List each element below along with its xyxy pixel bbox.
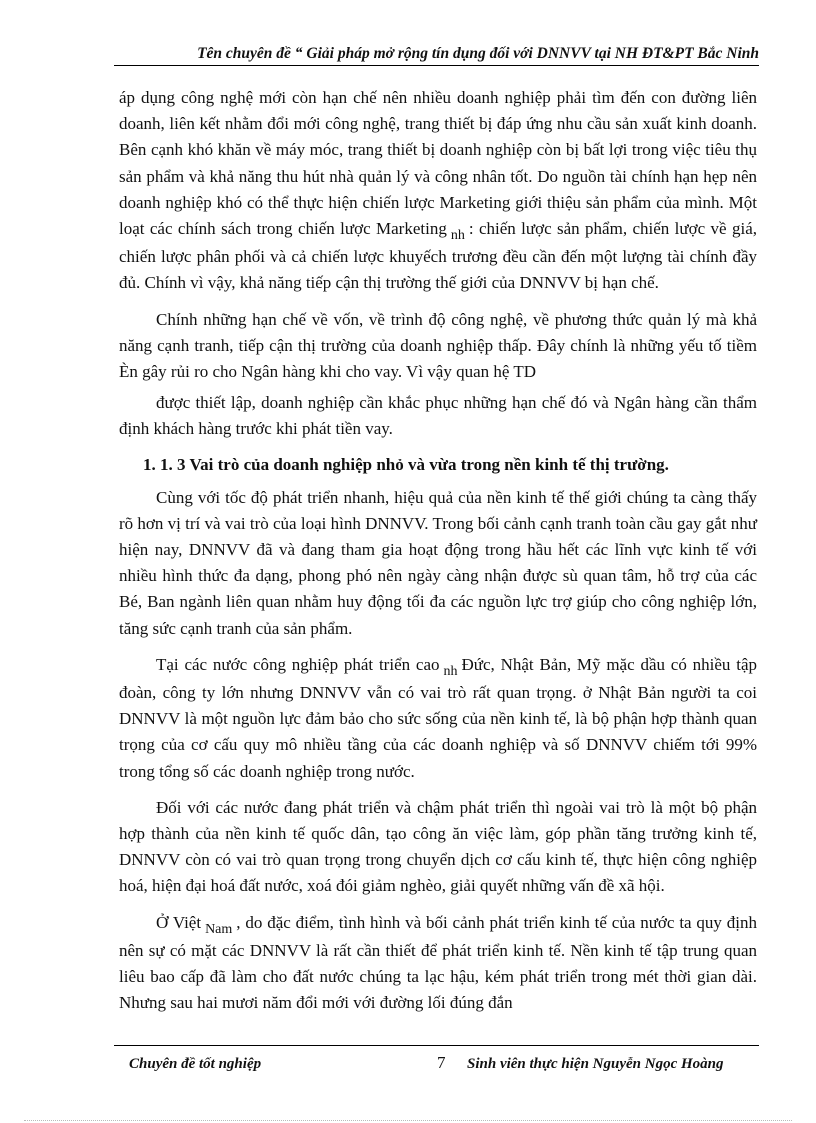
- paragraph-5: [119, 652, 757, 785]
- footer-divider: [114, 1045, 759, 1046]
- body-text: [119, 85, 757, 1027]
- page-bottom-dotted-edge: [24, 1120, 792, 1121]
- paragraph-5-text-a: Tại các nước công nghiệp phát triển cao: [156, 654, 440, 674]
- paragraph-7-subscript: Nam: [205, 921, 233, 937]
- paragraph-1: [119, 85, 757, 297]
- paragraph-1-text-b: : chiến lược sản phẩm, chiến lược về giá, chiến lược phân phối và cả chiến lược khuyếch trương đều cần đến một lượng tài chính đầy đủ. Chính vì vậy, khả năng tiếp cận thị trường thế giới của DNNVV bị hạn chế.: [119, 219, 757, 293]
- paragraph-1-subscript: nh: [450, 228, 465, 244]
- section-heading: 1. 1. 3 Vai trò của doanh nghiệp nhỏ và vừa trong nền kinh tế thị trường.: [143, 454, 669, 474]
- paragraph-1-text-a: áp dụng công nghệ mới còn hạn chế nên nhiều doanh nghiệp phải tìm đến con đường liên doanh, liên kết nhằm đổi mới công nghệ, trang thiết bị đáp ứng nhu cầu sản xuất kinh doanh. Bên cạnh khó khăn về máy móc, trang thiết bị doanh nghiệp còn bị bất lợi trong việc tiêu thụ sản phẩm và khả năng thu hút nhà quản lý và công nhân tốt. Do nguồn tài chính hạn hẹp nên doanh nghiệp khó có thể thực hiện chiến lược Marketing giới thiệu sản phẩm của mình. Một loạt các chính sách trong chiến lược Marketing: [119, 88, 757, 239]
- header-divider: [114, 65, 759, 66]
- paragraph-5-text-b: Đức, Nhật Bản, Mỹ mặc dầu có nhiều tập đoàn, công ty lớn nhưng DNNVV vẫn có vai trò rất quan trọng. ở Nhật Bản người ta coi DNNVV là một nguồn lực đảm bảo cho sức sống của nền kinh tế, là bộ phận hợp thành quan trọng của cơ cấu quy mô nhiều tầng của các doanh nghiệp và số DNNVV chiếm tới 99% trong tổng số các doanh nghiệp trong nước.: [119, 654, 757, 781]
- paragraph-2: Chính những hạn chế về vốn, về trình độ công nghệ, về phương thức quản lý mà khả năng cạnh tranh, tiếp cận thị trường của doanh nghiệp thấp. Đây chính là những yếu tố tiềm Èn gây rủi ro cho Ngân hàng khi cho vay. Vì vậy quan hệ TD: [119, 309, 757, 382]
- paragraph-3: được thiết lập, doanh nghiệp cần khắc phục những hạn chế đó và Ngân hàng cần thẩm định khách hàng trước khi phát tiền vay.: [119, 393, 757, 439]
- paragraph-5-subscript: nh: [443, 663, 458, 679]
- footer-doc-type: Chuyên đề tốt nghiệp: [129, 1056, 262, 1072]
- footer-author: Sinh viên thực hiện Nguyễn Ngọc Hoàng: [467, 1056, 724, 1072]
- paragraph-7: [119, 910, 757, 1017]
- paragraph-7-text-a: Ở Việt: [156, 912, 202, 932]
- running-header: Tên chuyên đề “ Giải pháp mở rộng tín dụng đối với DNNVV tại NH ĐT&PT Bắc Ninh: [197, 45, 759, 62]
- page-number: 7: [437, 1053, 446, 1072]
- paragraph-7-text-b: , do đặc điểm, tình hình và bối cảnh phát triển kinh tế của nước ta quy định nên sự có mặt các DNNVV là rất cần thiết để phát triển kinh tế. Nền kinh tế tập trung quan liêu bao cấp đã làm cho đất nước chúng ta lạc hậu, kém phát triển trong mét thời gian dài. Nhưng sau hai mươi năm đổi mới với đường lối đúng đắn: [119, 912, 757, 1013]
- paragraph-6: Đối với các nước đang phát triển và chậm phát triển thì ngoài vai trò là một bộ phận hợp thành của nền kinh tế quốc dân, tạo công ăn việc làm, góp phần tăng trưởng kinh tế, DNNVV còn có vai trò quan trọng trong chuyển dịch cơ cấu kinh tế, thực hiện công nghiệp hoá, hiện đại hoá đất nước, xoá đói giảm nghèo, giải quyết những vấn đề xã hội.: [119, 797, 757, 896]
- paragraph-4: Cùng với tốc độ phát triển nhanh, hiệu quả của nền kinh tế thế giới chúng ta càng thấy rõ hơn vị trí và vai trò của loại hình DNNVV. Trong bối cảnh cạnh tranh toàn cầu gay gắt như hiện nay, DNNVV đã và đang tham gia hoạt động trong hầu hết các lĩnh vực kinh tế với nhiều hình thức đa dạng, phong phó nên ngày càng nhận được sù quan tâm, hỗ trợ của các Bé, Ban ngành liên quan nhằm huy động tối đa các nguồn lực trợ giúp cho công nghiệp lớn, tăng sức cạnh tranh của sản phẩm.: [119, 487, 757, 638]
